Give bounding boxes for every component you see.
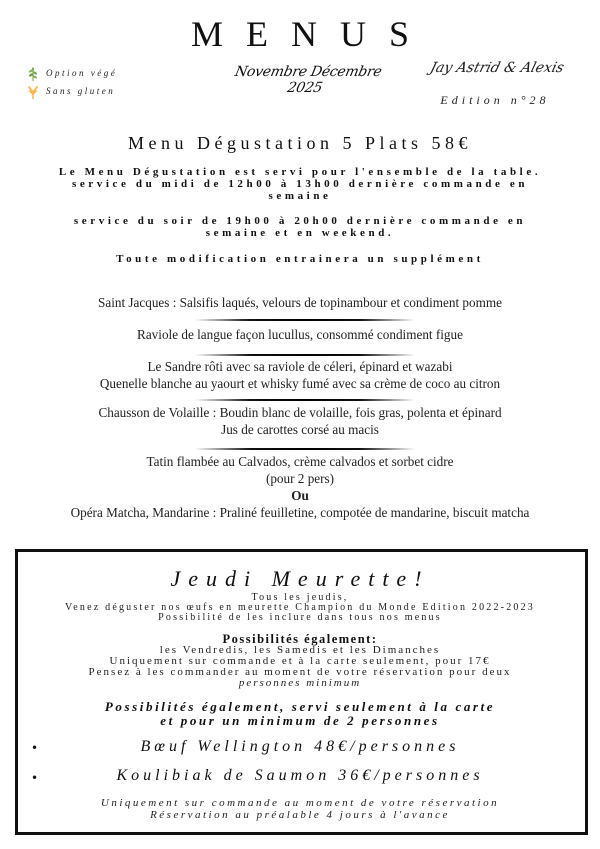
also-line: les Vendredis, les Samedis et les Dimanches (159, 644, 441, 656)
course-line: (pour 2 pers) (265, 471, 335, 486)
evening-line: service du soir de 19h00 à 20h00 dernière commande en (73, 215, 527, 227)
chef-signature: Jay Astrid & Alexis (428, 60, 566, 76)
also-title: Possibilités également: (222, 632, 378, 646)
course-line: Jus de carottes corsé au macis (221, 422, 379, 437)
description-line: semaine (268, 190, 332, 202)
description-line: Le Menu Dégustation est servi pour l'ensemble de la table. (58, 166, 542, 178)
course-divider (195, 399, 415, 401)
course-1 (0, 294, 600, 311)
meurette-intro (0, 593, 600, 623)
course-divider (195, 448, 415, 450)
also-section (0, 633, 600, 689)
carte-section (0, 700, 600, 728)
course-divider (195, 354, 415, 356)
legend-item-gluten-free (28, 82, 138, 100)
course-4 (0, 404, 600, 438)
leaf-icon (28, 66, 38, 80)
also-line: personnes minimum (238, 677, 362, 689)
legend-label: Option végé (46, 68, 118, 78)
dietary-legend (28, 64, 138, 100)
also-line: Pensez à les commander au moment de votre réservation pour deux (88, 666, 512, 678)
menu-date: Novembre Décembre 2025 (233, 64, 384, 96)
degustation-title: Menu Dégustation 5 Plats 58€ (128, 133, 472, 153)
course-line: Raviole de langue façon lucullus, consommé condiment figue (137, 327, 463, 342)
evening-service (0, 215, 600, 239)
course-line: Le Sandre rôti avec sa raviole de céleri, épinard et wazabi (147, 359, 453, 374)
footer-line: Réservation au préalable 4 jours à l'avance (150, 809, 450, 821)
course-2 (0, 326, 600, 343)
page-title: MENUS (190, 14, 433, 54)
course-line: Quenelle blanche au yaourt et whisky fumé avec sa crème de coco au citron (99, 376, 501, 391)
bullet-icon: • (31, 771, 39, 785)
or-separator: Ou (291, 488, 309, 503)
dish-koulibiak: Koulibiak de Saumon 36€/personnes (116, 767, 484, 784)
carte-title-line: Possibilités également, servi seulement à la carte (104, 699, 496, 714)
course-line: Saint Jacques : Salsifis laqués, velours de topinambour et condiment pomme (98, 295, 502, 310)
course-line-alt: Opéra Matcha, Mandarine : Praliné feuilletine, compotée de mandarine, biscuit matcha (70, 505, 530, 520)
course-line: Tatin flambée au Calvados, crème calvados et sorbet cidre (146, 454, 454, 469)
modification-note: Toute modification entrainera un supplément (116, 253, 484, 265)
meurette-footer (0, 797, 600, 821)
description-line: service du midi de 12h00 à 13h00 dernière commande en (71, 178, 529, 190)
meurette-title: Jeudi Meurette! (170, 566, 430, 591)
degustation-description (0, 166, 600, 202)
wheat-icon (28, 84, 38, 98)
course-line: Chausson de Volaille : Boudin blanc de volaille, fois gras, polenta et épinard (98, 405, 502, 420)
evening-line: semaine et en weekend. (205, 227, 395, 239)
course-3 (0, 358, 600, 392)
course-divider (195, 319, 415, 321)
legend-item-vegetarian (28, 64, 138, 82)
intro-line: Possibilité de les inclure dans tous nos menus (158, 612, 442, 623)
footer-line: Uniquement sur commande au moment de votre réservation (100, 797, 500, 809)
intro-line: Venez déguster nos œufs en meurette Champion du Monde Edition 2022-2023 (64, 602, 536, 613)
legend-label: Sans gluten (46, 86, 116, 96)
course-5-dessert (0, 453, 600, 521)
dish-beef-wellington: Bœuf Wellington 48€/personnes (140, 738, 460, 755)
bullet-icon: • (31, 741, 39, 755)
also-line: Uniquement sur commande et à la carte seulement, pour 17€ (109, 655, 491, 667)
intro-line: Tous les jeudis, (251, 592, 349, 603)
carte-title-line: et pour un minimum de 2 personnes (160, 713, 440, 728)
edition-number: Edition n°28 (440, 93, 550, 107)
